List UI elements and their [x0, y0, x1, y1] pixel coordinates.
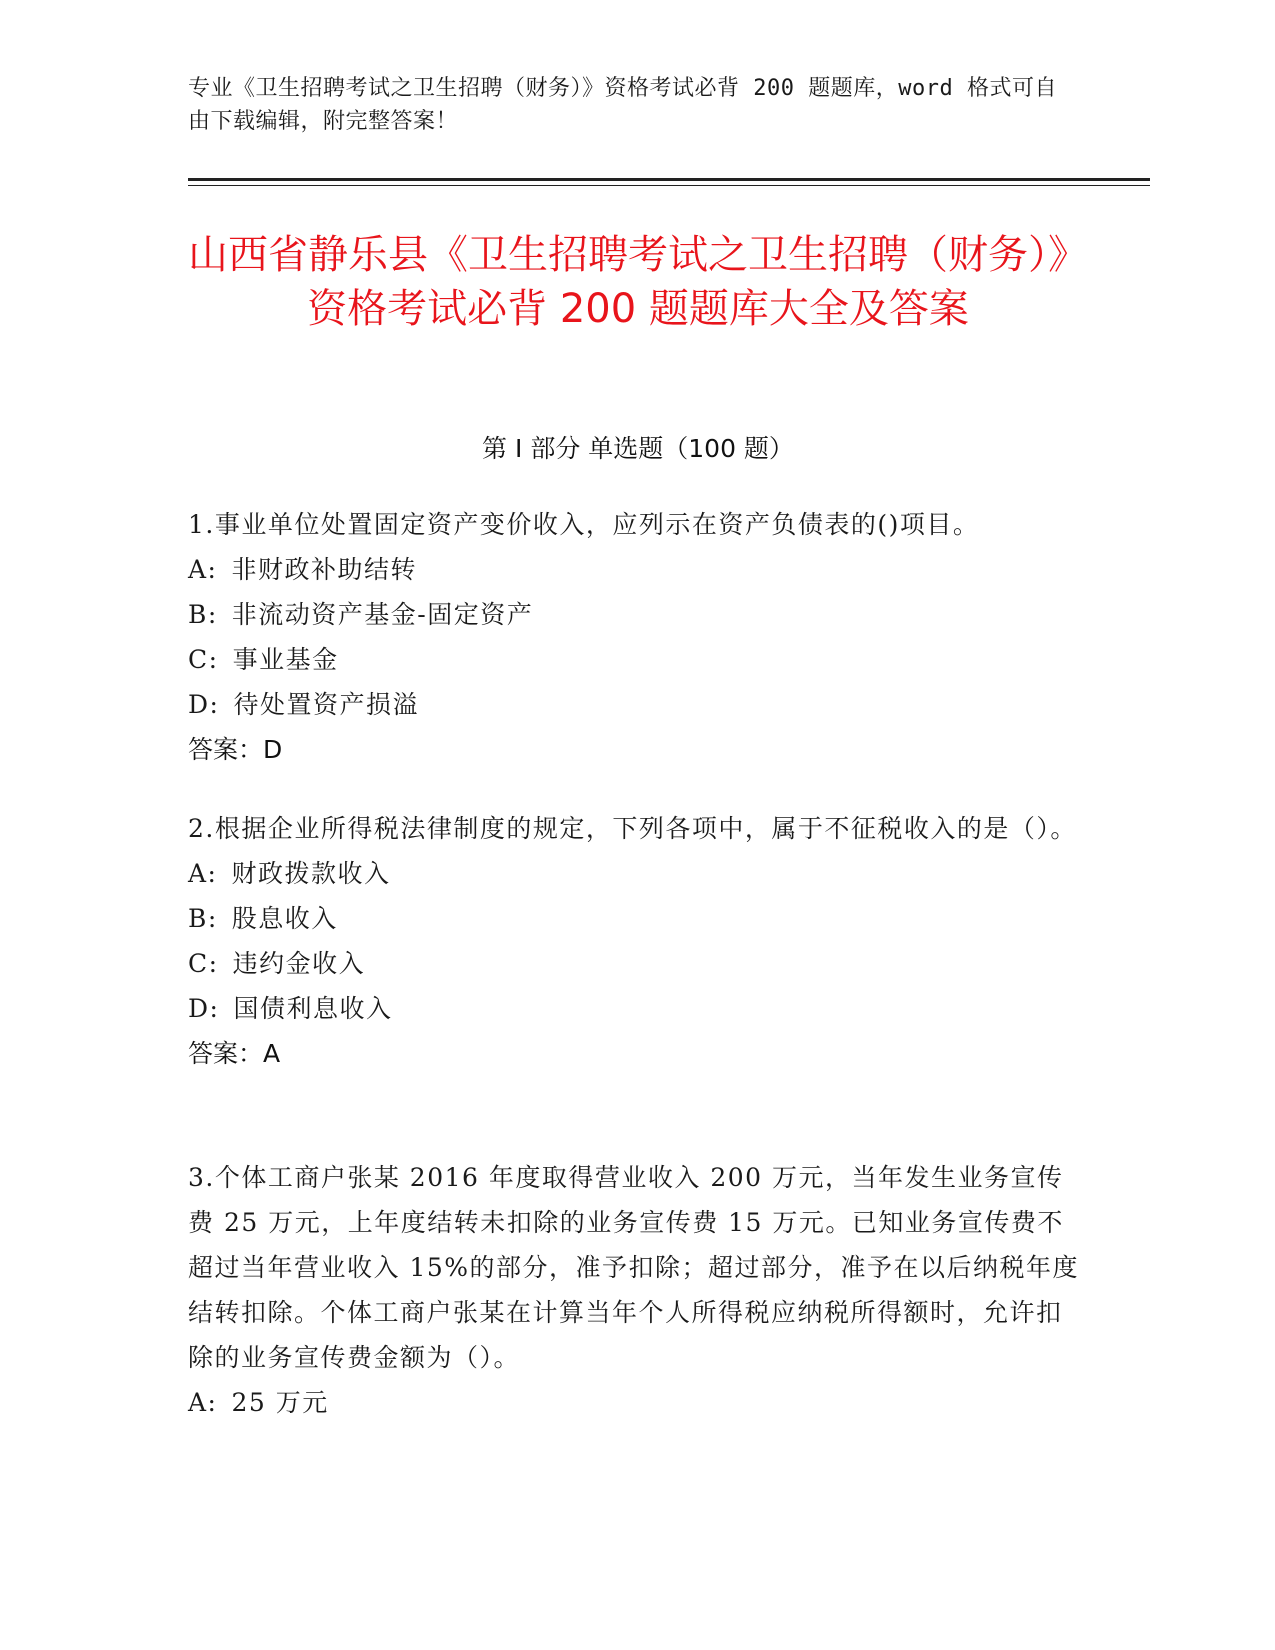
option-letter: C:	[188, 645, 219, 674]
question-stem: 3.个体工商户张某 2016 年度取得营业收入 200 万元，当年发生业务宣传费 25 万元，上年度结转未扣除的业务宣传费 15 万元。已知业务宣传费不超过当年营业收入 15%的部分，准予扣除；超过部分，准予在以后纳税年度结转扣除。个体工商户张某在计算当年个人所得税应纳税所得额时，允许扣除的业务宣传费金额为（）。	[188, 1163, 1080, 1372]
option-letter: A:	[188, 1388, 218, 1417]
option-text: 违约金收入	[232, 949, 366, 978]
option-c	[188, 941, 1088, 986]
option-letter: D:	[188, 994, 220, 1023]
option-text: 财政拨款收入	[231, 859, 391, 888]
option-text: 25 万元	[231, 1388, 329, 1417]
option-a	[188, 851, 1088, 896]
option-letter: B:	[188, 904, 218, 933]
option-text: 事业基金	[232, 645, 339, 674]
question-stem: 2.根据企业所得税法律制度的规定，下列各项中，属于不征税收入的是（）。	[188, 814, 1077, 843]
option-a	[188, 1380, 1088, 1425]
question-1	[188, 502, 1088, 772]
option-a	[188, 547, 1088, 592]
option-text: 待处置资产损溢	[233, 690, 419, 719]
document-title: 山西省静乐县《卫生招聘考试之卫生招聘（财务）》资格考试必背 200 题题库大全及答案	[188, 232, 1088, 332]
question-3	[188, 1155, 1088, 1425]
option-text: 非流动资产基金-固定资产	[231, 600, 534, 629]
option-d	[188, 986, 1088, 1031]
option-text: 国债利息收入	[233, 994, 393, 1023]
answer-line: 答案：A	[188, 1039, 281, 1068]
section-title: 第 I 部分 单选题（100 题）	[482, 434, 794, 463]
header-divider-thick	[188, 178, 1150, 181]
option-text: 非财政补助结转	[231, 555, 417, 584]
option-letter: C:	[188, 949, 219, 978]
question-2	[188, 806, 1088, 1076]
header-note: 专业《卫生招聘考试之卫生招聘（财务）》资格考试必背 200 题题库，word 格式可自由下载编辑，附完整答案！	[188, 76, 1057, 134]
option-d	[188, 682, 1088, 727]
option-b	[188, 896, 1088, 941]
option-letter: A:	[188, 859, 218, 888]
answer-line: 答案：D	[188, 735, 283, 764]
option-letter: D:	[188, 690, 220, 719]
option-letter: B:	[188, 600, 218, 629]
option-b	[188, 592, 1088, 637]
header-divider-thin	[188, 185, 1150, 186]
option-text: 股息收入	[231, 904, 338, 933]
option-c	[188, 637, 1088, 682]
question-stem: 1.事业单位处置固定资产变价收入，应列示在资产负债表的()项目。	[188, 510, 980, 539]
option-letter: A:	[188, 555, 218, 584]
